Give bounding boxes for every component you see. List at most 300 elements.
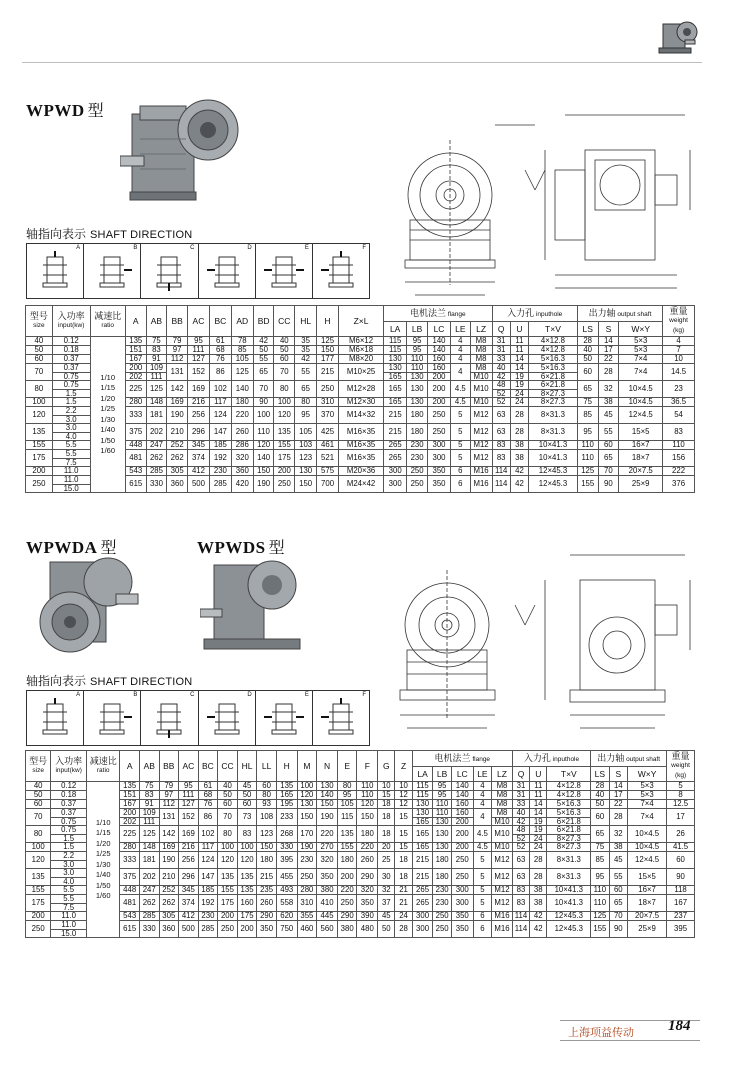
table-cell — [577, 355, 598, 364]
table-cell-value: 10 — [381, 781, 391, 791]
table-cell-value: 5 — [458, 440, 463, 450]
table-cell — [297, 800, 317, 809]
table-cell-value: 192 — [201, 898, 215, 908]
table-cell-value: 215 — [416, 855, 430, 865]
table-cell-value: 150 — [257, 466, 271, 476]
col-dim: A — [125, 306, 146, 337]
table-cell-value: 18 — [399, 872, 408, 882]
table-cell — [146, 407, 167, 424]
table-cell — [237, 912, 257, 921]
table-cell — [451, 809, 473, 826]
table-cell — [627, 791, 666, 800]
table-cell-value: 250 — [435, 911, 449, 921]
table-cell-value: 17 — [676, 812, 685, 822]
table-cell — [407, 441, 428, 450]
table-cell — [510, 398, 528, 407]
table-cell-value: 4×12.8 — [540, 336, 565, 346]
table-cell-value: 111 — [147, 372, 167, 381]
table-cell — [295, 355, 317, 364]
table-cell-value: M10 — [473, 397, 489, 407]
table-cell — [179, 869, 199, 886]
table-cell-value: 181 — [149, 410, 163, 420]
table-cell — [609, 782, 627, 791]
table-cell-value: 150 — [321, 345, 335, 355]
table-cell-value: 190 — [320, 812, 334, 822]
table-cell — [179, 809, 199, 826]
shaft-diagram-part — [100, 730, 124, 734]
table-cell-value: 68 — [216, 345, 225, 355]
table-cell-value: 395 — [674, 924, 688, 934]
table-cell-value: 300 — [432, 453, 446, 463]
table-cell-value: 63 — [496, 410, 506, 420]
table-cell-value: 110 — [257, 427, 270, 437]
shaft-direction-f — [313, 244, 369, 298]
table-cell — [451, 364, 470, 381]
table-cell-value: 125 — [149, 384, 163, 394]
table-cell-value: 543 — [123, 911, 137, 921]
table-cell-value: 55 — [301, 367, 310, 377]
table-cell-value: 395 — [280, 855, 294, 865]
table-cell-value: 100 — [277, 397, 291, 407]
col-outputshaft — [591, 751, 667, 767]
table-cell-value: 5×3 — [640, 781, 654, 791]
table-cell — [591, 921, 609, 938]
col-size-cn: 型号 — [29, 311, 48, 321]
table-cell-value: 79 — [172, 336, 182, 346]
table-cell-value: 60 — [613, 885, 623, 895]
table-cell — [139, 912, 159, 921]
table-cell — [427, 364, 450, 381]
table-cell-value: 250 — [432, 410, 446, 420]
table-cell — [295, 476, 317, 493]
table-cell-value: 412 — [191, 466, 205, 476]
table-cell-value: 285 — [213, 479, 227, 489]
input-value: 0.12 — [63, 336, 79, 346]
table-cell — [317, 800, 338, 809]
table-cell — [209, 337, 231, 346]
table-cell — [470, 364, 492, 381]
table-cell — [274, 424, 295, 441]
table-cell — [257, 921, 277, 938]
table-cell-value: 130 — [300, 799, 314, 809]
table-cell-value: 8×31.3 — [556, 872, 581, 882]
table-cell-value: 68 — [203, 790, 213, 800]
header-rule — [22, 62, 702, 63]
table-cell-value: 14.5 — [670, 367, 687, 377]
table-cell — [257, 869, 277, 886]
table-cell — [317, 424, 339, 441]
table-cell — [198, 800, 218, 809]
table-cell — [395, 921, 412, 938]
shaft-diagram-part — [329, 283, 353, 287]
table-cell — [412, 809, 433, 826]
table-cell — [530, 782, 547, 791]
table-cell-value: 202 — [126, 372, 146, 381]
table-row — [26, 843, 695, 852]
table-cell-value: M8×20 — [349, 354, 374, 364]
table-cell-value: 200 — [432, 397, 446, 407]
input-cell — [51, 852, 87, 869]
table-cell-value: M12 — [494, 885, 510, 895]
table-cell — [317, 852, 338, 869]
table-cell — [510, 364, 528, 381]
col-dim: E — [337, 751, 357, 782]
table-cell-value: 265 — [416, 898, 430, 908]
table-cell-value: 83 — [152, 345, 161, 355]
table-cell-value: 110 — [410, 363, 424, 372]
table-cell-value: 10×4.5 — [635, 842, 660, 852]
table-cell — [198, 886, 218, 895]
table-cell — [231, 441, 253, 450]
table-cell — [257, 895, 277, 912]
ratio-value: 1/10 — [95, 817, 111, 827]
table-cell-value: 112 — [170, 354, 184, 364]
table-cell-value: 500 — [181, 924, 195, 934]
shaft-diagram-part — [333, 704, 349, 730]
table-cell-value: 180 — [410, 410, 424, 420]
table-cell — [357, 809, 378, 826]
table-cell-value: 61 — [203, 781, 213, 791]
table-cell-value: 140 — [432, 345, 446, 355]
table-cell-value: 109 — [142, 808, 156, 817]
table-cell-value: 700 — [321, 479, 335, 489]
table-cell-value: 280 — [300, 885, 314, 895]
table-cell-value: 50 — [242, 790, 252, 800]
input-value: 0.18 — [63, 345, 79, 355]
table-cell — [427, 355, 450, 364]
table-cell — [473, 869, 491, 886]
table-cell-value: 5 — [458, 410, 463, 420]
table-cell-value: 300 — [455, 898, 469, 908]
table-cell — [237, 895, 257, 912]
table-cell — [179, 791, 199, 800]
table-cell-value: 28 — [583, 336, 593, 346]
table-cell — [188, 337, 210, 346]
table-cell-value: 445 — [320, 911, 334, 921]
table-cell-value: 4 — [480, 781, 485, 791]
col-inputhole-sub: U — [510, 322, 528, 337]
table-cell — [146, 346, 167, 355]
shaft-diagram-icon — [147, 696, 191, 740]
table-cell-value: 65 — [259, 367, 268, 377]
table-cell-value: M10 — [471, 372, 492, 381]
input-cell — [52, 476, 90, 493]
input-value: 1.5 — [51, 834, 86, 843]
table-cell — [510, 476, 528, 493]
table-cell — [297, 791, 317, 800]
table-cell-value: 230 — [300, 855, 314, 865]
table-cell — [188, 398, 210, 407]
table-cell — [451, 337, 470, 346]
table-cell — [412, 895, 433, 912]
col-flange-sub: LA — [412, 767, 433, 782]
table-cell — [384, 467, 407, 476]
table-cell-value: 4.5 — [476, 829, 488, 839]
table-cell-value: 54 — [674, 410, 683, 420]
table-cell — [433, 843, 451, 852]
shaft-direction-caption-2: 轴指向表示 SHAFT DIRECTION — [26, 674, 193, 688]
table-cell-value: 110 — [435, 808, 449, 817]
table-cell — [274, 337, 295, 346]
table-cell-value: 130 — [320, 781, 334, 791]
table-cell-value: M12 — [473, 453, 489, 463]
table-cell — [598, 467, 619, 476]
table-cell-value: 50 — [259, 345, 268, 355]
table-cell — [357, 869, 378, 886]
table-row — [26, 381, 695, 398]
table-cell-value: 8×31.3 — [540, 427, 565, 437]
table-cell-value: 300 — [432, 440, 446, 450]
table-cell-value: 305 — [170, 466, 184, 476]
table-cell — [209, 364, 231, 381]
table-cell — [120, 886, 140, 895]
table-cell — [627, 809, 666, 826]
input-value: 0.75 — [61, 825, 77, 834]
table-cell — [295, 398, 317, 407]
table-cell-value: 75 — [595, 842, 605, 852]
table-cell — [337, 800, 357, 809]
table-cell-value: 14 — [515, 363, 524, 372]
table-cell — [510, 355, 528, 364]
table-cell — [167, 467, 188, 476]
table-cell — [188, 476, 210, 493]
table-cell-value: 247 — [142, 885, 156, 895]
col-flange-en: flange — [446, 310, 466, 318]
size-cell: 175 — [26, 895, 51, 912]
table-cell-value: 85 — [583, 410, 593, 420]
table-cell — [257, 782, 277, 791]
col-dim: BB — [159, 751, 179, 782]
table-cell — [512, 843, 529, 852]
table-cell — [598, 476, 619, 493]
table-cell-value: 11 — [534, 781, 543, 791]
table-cell — [510, 467, 528, 476]
table-cell-value: 30 — [381, 872, 391, 882]
table-cell — [470, 450, 492, 467]
table-cell — [297, 921, 317, 938]
table-cell-value: 33 — [496, 354, 506, 364]
table-cell — [609, 852, 627, 869]
ratio-value: 1/25 — [100, 404, 116, 413]
table-cell — [451, 450, 470, 467]
table-cell-value: 268 — [280, 829, 294, 839]
table-cell — [384, 364, 407, 381]
table-cell — [667, 921, 695, 938]
col-size-cn: 型号 — [29, 756, 48, 766]
input-value: 3.0 — [65, 423, 77, 432]
table-cell — [663, 337, 695, 346]
table-cell — [276, 782, 297, 791]
table-cell-value: 350 — [455, 924, 469, 934]
ratio-value: 1/30 — [95, 859, 111, 869]
table-cell-value: 7×4 — [640, 799, 654, 809]
table-cell-value: 109 — [149, 363, 163, 372]
table-cell-value: 169 — [181, 829, 195, 839]
table-cell-value: 330 — [149, 479, 163, 489]
table-cell-value: 220 — [235, 410, 249, 420]
table-cell-value: 210 — [170, 427, 184, 437]
table-cell — [609, 921, 627, 938]
section-title-wpwds: WPWDS 型 — [197, 538, 286, 557]
size-cell: 60 — [26, 800, 51, 809]
shaft-direction-label: C — [190, 692, 195, 698]
shaft-diagram-icon — [205, 249, 249, 293]
ratio-value: 1/25 — [95, 849, 111, 858]
col-input-cn: 入功率 — [55, 756, 83, 766]
table-cell — [530, 912, 547, 921]
table-cell — [295, 467, 317, 476]
table-cell-value: 130 — [299, 466, 313, 476]
table-cell — [274, 398, 295, 407]
table-cell — [295, 441, 317, 450]
table-cell — [274, 364, 295, 381]
table-row — [26, 791, 695, 800]
table-cell-value: 4 — [458, 354, 463, 364]
table-cell — [427, 476, 450, 493]
table-cell — [667, 912, 695, 921]
table-cell-value: 380 — [320, 885, 334, 895]
table-cell — [412, 869, 433, 886]
table-cell-value: 50 — [583, 354, 593, 364]
ratio-value: 1/20 — [95, 838, 111, 848]
table-cell — [253, 407, 274, 424]
table-cell-value: 22 — [613, 799, 623, 809]
table-cell — [451, 886, 473, 895]
table-cell-value: 4×12.8 — [556, 790, 581, 800]
table-cell — [395, 843, 412, 852]
table-cell — [274, 381, 295, 398]
table-cell — [257, 852, 277, 869]
table-cell-value: 97 — [172, 345, 182, 355]
table-cell — [577, 407, 598, 424]
table-cell-value: 75 — [144, 781, 154, 791]
table-header-row — [26, 751, 695, 767]
table-cell-value: 200 — [455, 829, 469, 839]
table-cell — [395, 869, 412, 886]
table-cell — [339, 346, 384, 355]
table-cell — [198, 809, 218, 826]
table-cell — [339, 337, 384, 346]
gearbox-thumbnail — [655, 14, 703, 58]
size-cell: 120 — [26, 852, 51, 869]
table-cell — [663, 476, 695, 493]
table-cell — [198, 782, 218, 791]
table-cell — [317, 886, 338, 895]
table-cell-value: 24 — [399, 911, 408, 921]
table-cell — [473, 852, 491, 869]
table-cell-value: 60 — [595, 812, 605, 822]
table-cell — [470, 467, 492, 476]
col-weight-en: weight — [671, 762, 690, 769]
table-cell-value: 165 — [388, 397, 402, 407]
table-cell-value: 123 — [299, 453, 313, 463]
table-cell-value: 250 — [432, 427, 446, 437]
table-cell — [492, 364, 510, 381]
table-cell-value: 60 — [604, 440, 613, 450]
table-cell-value: 15×5 — [638, 872, 656, 882]
table-cell — [146, 398, 167, 407]
col-flange-sub: LE — [473, 767, 491, 782]
table-cell-value: 345 — [181, 885, 195, 895]
table-cell-value: 118 — [674, 885, 687, 895]
table-cell-value: 4 — [480, 799, 485, 809]
table-cell — [529, 337, 578, 346]
ratio-value: 1/40 — [95, 870, 111, 879]
table-cell-value: 175 — [277, 453, 291, 463]
table-cell — [188, 346, 210, 355]
table-cell — [198, 843, 218, 852]
table-cell-value: 374 — [181, 898, 195, 908]
size-cell: 50 — [26, 346, 53, 355]
table-cell — [619, 476, 663, 493]
table-cell — [427, 381, 450, 398]
table-cell-value: 124 — [213, 410, 227, 420]
table-cell — [218, 843, 238, 852]
table-cell — [577, 398, 598, 407]
table-cell-value: 28 — [515, 410, 524, 420]
table-cell — [473, 809, 491, 826]
table-cell — [492, 843, 513, 852]
table-cell-value: 165 — [280, 790, 294, 800]
table-cell — [492, 337, 510, 346]
input-cell — [52, 381, 90, 398]
table-cell-value: 5×16.3 — [540, 354, 565, 364]
table-cell — [159, 782, 179, 791]
table-row — [26, 921, 695, 938]
table-cell-value: 12×45.3 — [554, 911, 583, 921]
size-cell: 135 — [26, 869, 51, 886]
table-row — [26, 800, 695, 809]
table-cell-value: 83 — [144, 790, 154, 800]
table-cell-value: 12.5 — [672, 799, 689, 809]
table-row — [26, 895, 695, 912]
col-ratio-cn: 减速比 — [89, 756, 117, 766]
table-cell-value: 375 — [129, 427, 143, 437]
col-flange-sub: LC — [427, 322, 450, 337]
table-cell — [591, 791, 609, 800]
table-cell-value: 220 — [340, 885, 354, 895]
table-cell-value: 256 — [191, 410, 205, 420]
table-cell-value: 95 — [437, 790, 447, 800]
table-cell-value: 5×3 — [640, 790, 654, 800]
table-cell — [274, 441, 295, 450]
table-cell-value: 190 — [162, 855, 176, 865]
col-dim: Z×L — [339, 306, 384, 337]
table-cell — [529, 346, 578, 355]
shaft-direction-c — [141, 244, 198, 298]
shaft-diagram-icon — [205, 696, 249, 740]
input-value: 3.0 — [63, 868, 75, 877]
table-cell — [609, 886, 627, 895]
table-cell — [120, 869, 140, 886]
table-cell — [120, 826, 140, 843]
table-cell-value: 300 — [416, 911, 430, 921]
table-cell-value: 10×4.5 — [628, 384, 653, 394]
table-cell-value: 285 — [142, 911, 156, 921]
table-cell-value: 14 — [613, 781, 623, 791]
table-cell-value: 230 — [201, 911, 215, 921]
table-cell-value: 18×7 — [631, 453, 650, 463]
table-cell — [529, 398, 578, 407]
table-cell-value: 105 — [235, 354, 249, 364]
table-cell — [167, 476, 188, 493]
col-weight-en: weight — [669, 317, 688, 324]
col-dim: AB — [139, 751, 159, 782]
table-cell — [451, 398, 470, 407]
table-cell-value: 360 — [162, 924, 176, 934]
table-cell — [120, 800, 140, 809]
table-cell — [577, 450, 598, 467]
